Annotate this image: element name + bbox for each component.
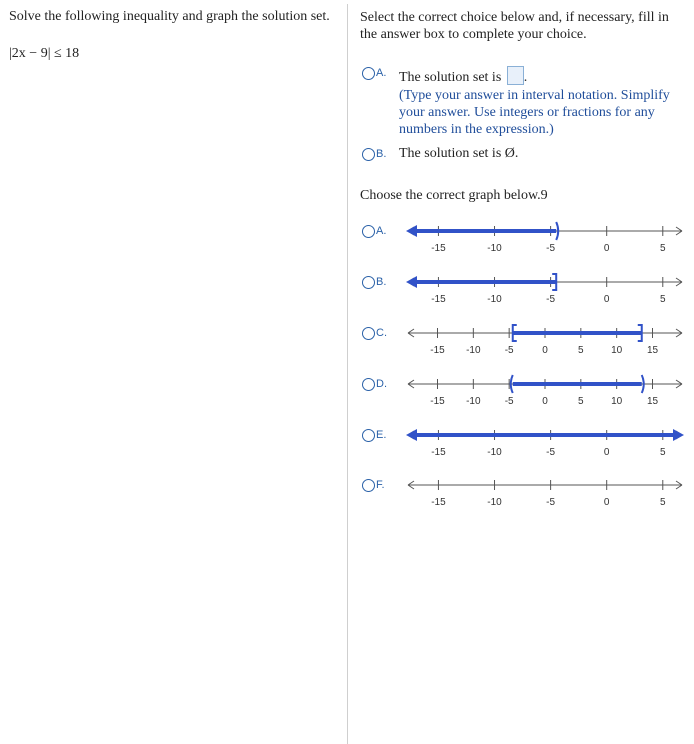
choice-a-letter: A. bbox=[376, 67, 387, 79]
graph-b-radio[interactable] bbox=[362, 276, 375, 289]
tick-label: -5 bbox=[546, 447, 556, 458]
graph-e-radio[interactable] bbox=[362, 429, 375, 442]
graph-f-letter: F. bbox=[376, 479, 385, 491]
tick-label: 0 bbox=[603, 497, 610, 508]
tick-label: -10 bbox=[466, 345, 481, 356]
answer-input-box[interactable] bbox=[507, 66, 524, 85]
tick-label: -5 bbox=[546, 294, 556, 305]
tick-label: -5 bbox=[504, 345, 514, 356]
choice-a-hint: (Type your answer in interval notation. Simplify your answer. Use integers or fractions for any numbers in the expression.) bbox=[399, 88, 670, 137]
answer-pane bbox=[348, 0, 694, 744]
choice-a-period: . bbox=[523, 70, 528, 85]
graph-b-letter: B. bbox=[376, 276, 387, 288]
graph-c-number-line[interactable] bbox=[402, 321, 688, 361]
choice-b-radio[interactable] bbox=[362, 148, 375, 161]
tick-label: -15 bbox=[431, 497, 446, 508]
graph-a-radio[interactable] bbox=[362, 225, 375, 238]
tick-label: 10 bbox=[611, 396, 623, 407]
tick-label: 0 bbox=[542, 345, 548, 356]
tick-label: 0 bbox=[542, 396, 548, 407]
solution-left-arrow bbox=[406, 225, 417, 237]
tick-label: -15 bbox=[430, 345, 445, 356]
graph-d-letter: D. bbox=[376, 378, 387, 390]
tick-label: -15 bbox=[431, 243, 446, 254]
graph-e-letter: E. bbox=[376, 429, 387, 441]
tick-label: -5 bbox=[546, 243, 556, 254]
tick-label: 5 bbox=[660, 243, 666, 254]
tick-label: -15 bbox=[431, 447, 446, 458]
solution-left-arrow bbox=[406, 429, 417, 441]
tick-label: -10 bbox=[466, 396, 481, 407]
question-prompt: Solve the following inequality and graph the solution set. bbox=[9, 9, 330, 24]
graph-prompt: Choose the correct graph below.9 bbox=[360, 188, 548, 203]
tick-label: -10 bbox=[487, 447, 502, 458]
graph-b-number-line[interactable] bbox=[402, 270, 688, 310]
tick-label: -10 bbox=[487, 497, 502, 508]
graph-d-radio[interactable] bbox=[362, 378, 375, 391]
tick-label: 5 bbox=[578, 396, 584, 407]
tick-label: 0 bbox=[603, 447, 610, 458]
tick-label: 5 bbox=[660, 294, 666, 305]
tick-label: 0 bbox=[603, 294, 610, 305]
tick-label: 15 bbox=[646, 396, 659, 407]
tick-label: 10 bbox=[611, 345, 623, 356]
graph-e-number-line[interactable] bbox=[402, 423, 688, 463]
tick-label: -10 bbox=[487, 243, 502, 254]
graph-f-number-line[interactable] bbox=[402, 473, 688, 513]
graph-a-number-line[interactable] bbox=[402, 219, 688, 259]
graph-f-radio[interactable] bbox=[362, 479, 375, 492]
answer-instruction: Select the correct choice below and, if necessary, fill in the answer box to complete your choice. bbox=[360, 10, 669, 42]
tick-label: -5 bbox=[504, 396, 514, 407]
inequality-expression: |2x − 9| ≤ 18 bbox=[9, 46, 80, 61]
graph-c-radio[interactable] bbox=[362, 327, 375, 340]
graph-d-number-line[interactable] bbox=[402, 372, 688, 412]
choice-a-label: The solution set is bbox=[399, 70, 502, 85]
tick-label: 5 bbox=[578, 345, 584, 356]
choice-a-radio[interactable] bbox=[362, 67, 375, 80]
solution-left-arrow bbox=[406, 276, 417, 288]
tick-label: 15 bbox=[646, 345, 659, 356]
solution-right-arrow bbox=[673, 429, 684, 441]
tick-label: -15 bbox=[430, 396, 445, 407]
tick-label: -5 bbox=[546, 497, 556, 508]
graph-a-letter: A. bbox=[376, 225, 387, 237]
choice-b-letter: B. bbox=[376, 148, 387, 160]
tick-label: -10 bbox=[487, 294, 502, 305]
tick-label: 0 bbox=[603, 243, 610, 254]
tick-label: -15 bbox=[431, 294, 446, 305]
tick-label: 5 bbox=[660, 497, 666, 508]
graph-c-letter: C. bbox=[376, 327, 387, 339]
tick-label: 5 bbox=[660, 447, 666, 458]
choice-a-text bbox=[399, 66, 527, 86]
choice-b-text: The solution set is Ø. bbox=[399, 146, 519, 161]
